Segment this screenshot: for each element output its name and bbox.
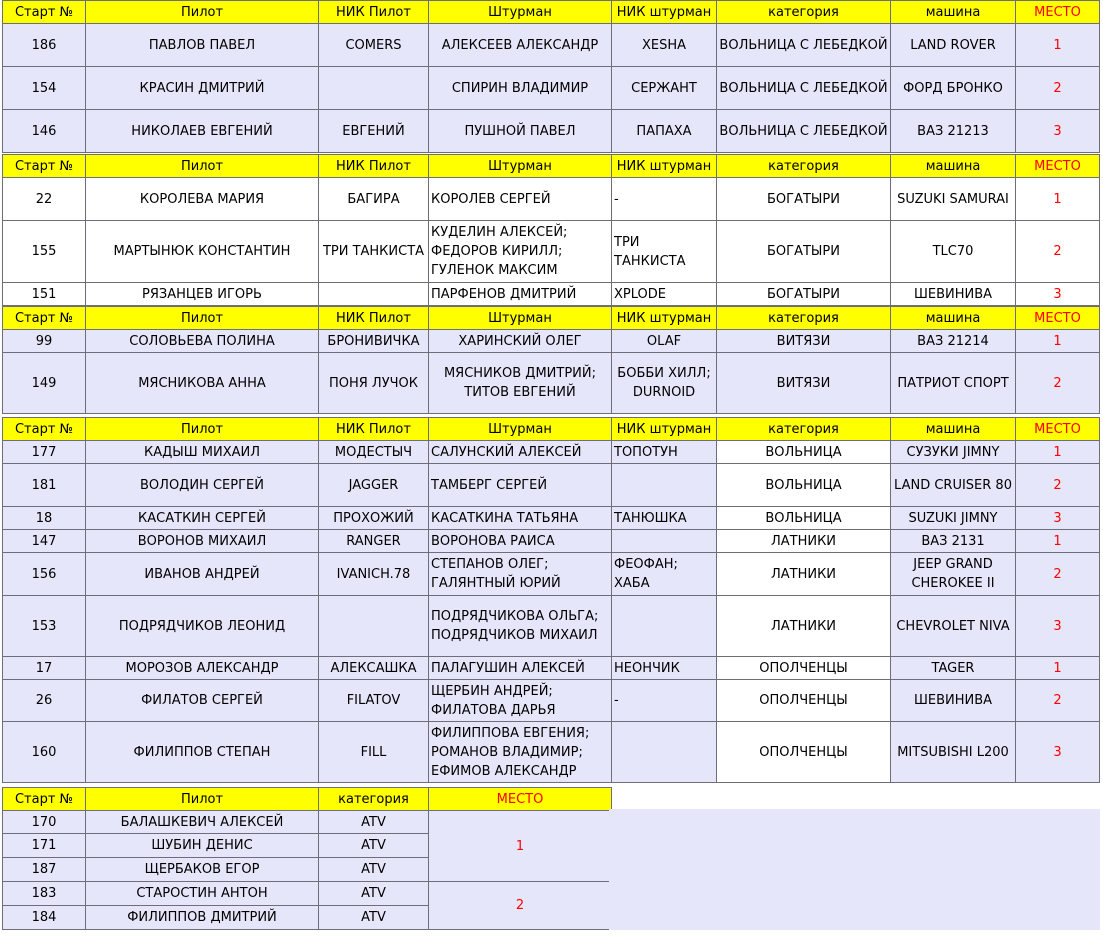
- start-number: 18: [3, 507, 86, 530]
- pilot-nick: ПРОХОЖИЙ: [319, 507, 429, 530]
- start-number: 99: [3, 330, 86, 353]
- pilot-nick: [319, 283, 429, 306]
- category: БОГАТЫРИ: [717, 283, 891, 306]
- table-row: [3, 596, 1100, 657]
- header-navigator: Штурман: [429, 307, 612, 330]
- place: 1: [1016, 530, 1100, 553]
- start-number: 149: [3, 353, 86, 414]
- table-row: [3, 330, 1100, 353]
- header-start: Старт №: [3, 1, 86, 24]
- pilot-name: ВОРОНОВ МИХАИЛ: [86, 530, 319, 553]
- pilot-name: ШУБИН ДЕНИС: [86, 834, 319, 858]
- place: 3: [1016, 596, 1100, 657]
- category: ОПОЛЧЕНЦЫ: [717, 680, 891, 722]
- car: ВАЗ 2131: [891, 530, 1016, 553]
- header-category: категория: [717, 155, 891, 178]
- header-place: МЕСТО: [1016, 418, 1100, 441]
- results-table-volnitsa-latniki-opolchentsy: [2, 417, 1100, 783]
- table-row: [3, 722, 1100, 783]
- car: ФОРД БРОНКО: [891, 67, 1016, 110]
- pilot-name: МЯСНИКОВА АННА: [86, 353, 319, 414]
- header-pilot: Пилот: [86, 788, 319, 811]
- car: MITSUBISHI L200: [891, 722, 1016, 783]
- pilot-nick: [319, 596, 429, 657]
- navigator-name: ФИЛИППОВА ЕВГЕНИЯ; РОМАНОВ ВЛАДИМИР; ЕФИМОВ АЛЕКСАНДР: [429, 722, 612, 783]
- pilot-name: СТАРОСТИН АНТОН: [86, 882, 319, 906]
- navigator-nick: [612, 530, 717, 553]
- header-car: машина: [891, 1, 1016, 24]
- header-pilot-nick: НИК Пилот: [319, 307, 429, 330]
- navigator-nick: XPLODE: [612, 283, 717, 306]
- car: LAND ROVER: [891, 24, 1016, 67]
- header-navigator: Штурман: [429, 418, 612, 441]
- table-row: [3, 24, 1100, 67]
- car: SUZUKI SAMURAI: [891, 178, 1016, 221]
- table-row: [3, 680, 1100, 722]
- navigator-nick: XESHA: [612, 24, 717, 67]
- header-pilot: Пилот: [86, 1, 319, 24]
- place: 2: [1016, 464, 1100, 507]
- header-pilot: Пилот: [86, 307, 319, 330]
- place: 1: [1016, 330, 1100, 353]
- pilot-name: НИКОЛАЕВ ЕВГЕНИЙ: [86, 110, 319, 153]
- start-number: 184: [3, 906, 86, 930]
- pilot-nick: [319, 67, 429, 110]
- start-number: 22: [3, 178, 86, 221]
- place: 3: [1016, 110, 1100, 153]
- pilot-name: МОРОЗОВ АЛЕКСАНДР: [86, 657, 319, 680]
- start-number: 186: [3, 24, 86, 67]
- navigator-nick: ТОПОТУН: [612, 441, 717, 464]
- navigator-name: ПАРФЕНОВ ДМИТРИЙ: [429, 283, 612, 306]
- start-number: 154: [3, 67, 86, 110]
- car: ПАТРИОТ СПОРТ: [891, 353, 1016, 414]
- place: 1: [1016, 24, 1100, 67]
- place: 3: [1016, 283, 1100, 306]
- category: ВОЛЬНИЦА С ЛЕБЕДКОЙ: [717, 110, 891, 153]
- navigator-name: САЛУНСКИЙ АЛЕКСЕЙ: [429, 441, 612, 464]
- table-row: [3, 811, 612, 834]
- place: 3: [1016, 722, 1100, 783]
- table-row: [3, 530, 1100, 553]
- navigator-nick: -: [612, 178, 717, 221]
- pilot-name: КРАСИН ДМИТРИЙ: [86, 67, 319, 110]
- pilot-nick: COMERS: [319, 24, 429, 67]
- navigator-name: СТЕПАНОВ ОЛЕГ; ГАЛЯНТНЫЙ ЮРИЙ: [429, 553, 612, 596]
- table-row: [3, 553, 1100, 596]
- start-number: 147: [3, 530, 86, 553]
- category: ЛАТНИКИ: [717, 553, 891, 596]
- navigator-name: СПИРИН ВЛАДИМИР: [429, 67, 612, 110]
- table-row: [3, 221, 1100, 283]
- pilot-nick: ТРИ ТАНКИСТА: [319, 221, 429, 283]
- place: 2: [1016, 553, 1100, 596]
- start-number: 151: [3, 283, 86, 306]
- start-number: 187: [3, 858, 86, 882]
- pilot-nick: FILATOV: [319, 680, 429, 722]
- navigator-nick: ТАНЮШКА: [612, 507, 717, 530]
- navigator-nick: OLAF: [612, 330, 717, 353]
- header-place: МЕСТО: [1016, 307, 1100, 330]
- pilot-name: КАДЫШ МИХАИЛ: [86, 441, 319, 464]
- pilot-name: ФИЛИППОВ ДМИТРИЙ: [86, 906, 319, 930]
- start-number: 160: [3, 722, 86, 783]
- start-number: 26: [3, 680, 86, 722]
- car: ШЕВИНИВА: [891, 680, 1016, 722]
- results-table-vityazi: [2, 306, 1100, 414]
- start-number: 17: [3, 657, 86, 680]
- start-number: 171: [3, 834, 86, 858]
- navigator-name: КУДЕЛИН АЛЕКСЕЙ; ФЕДОРОВ КИРИЛЛ; ГУЛЕНОК МАКСИМ: [429, 221, 612, 283]
- pilot-nick: RANGER: [319, 530, 429, 553]
- car: ВАЗ 21213: [891, 110, 1016, 153]
- header-navigator-nick: НИК штурман: [612, 1, 717, 24]
- header-row: [3, 788, 612, 811]
- navigator-name: ЩЕРБИН АНДРЕЙ; ФИЛАТОВА ДАРЬЯ: [429, 680, 612, 722]
- category: ВОЛЬНИЦА С ЛЕБЕДКОЙ: [717, 67, 891, 110]
- pilot-name: ПАВЛОВ ПАВЕЛ: [86, 24, 319, 67]
- header-navigator-nick: НИК штурман: [612, 307, 717, 330]
- place: 1: [1016, 441, 1100, 464]
- header-category: категория: [319, 788, 429, 811]
- category: БОГАТЫРИ: [717, 221, 891, 283]
- header-row: [3, 1, 1100, 24]
- results-table-atv: [2, 787, 612, 930]
- navigator-name: АЛЕКСЕЕВ АЛЕКСАНДР: [429, 24, 612, 67]
- navigator-nick: ФЕОФАН; ХАБА: [612, 553, 717, 596]
- place: 2: [1016, 67, 1100, 110]
- table-row: [3, 67, 1100, 110]
- pilot-nick: МОДЕСТЫЧ: [319, 441, 429, 464]
- header-place: МЕСТО: [429, 788, 612, 811]
- table-row: [3, 657, 1100, 680]
- place: 2: [1016, 221, 1100, 283]
- header-navigator-nick: НИК штурман: [612, 155, 717, 178]
- category: ATV: [319, 906, 429, 930]
- header-pilot: Пилот: [86, 418, 319, 441]
- place: 2: [1016, 680, 1100, 722]
- start-number: 146: [3, 110, 86, 153]
- header-navigator-nick: НИК штурман: [612, 418, 717, 441]
- header-car: машина: [891, 418, 1016, 441]
- car: TAGER: [891, 657, 1016, 680]
- table-row: [3, 283, 1100, 306]
- navigator-nick: СЕРЖАНТ: [612, 67, 717, 110]
- navigator-name: ПОДРЯДЧИКОВА ОЛЬГА; ПОДРЯДЧИКОВ МИХАИЛ: [429, 596, 612, 657]
- navigator-name: ХАРИНСКИЙ ОЛЕГ: [429, 330, 612, 353]
- start-number: 183: [3, 882, 86, 906]
- header-row: [3, 155, 1100, 178]
- category: ЛАТНИКИ: [717, 530, 891, 553]
- navigator-name: ВОРОНОВА РАИСА: [429, 530, 612, 553]
- start-number: 181: [3, 464, 86, 507]
- header-start: Старт №: [3, 155, 86, 178]
- table-row: [3, 464, 1100, 507]
- header-place: МЕСТО: [1016, 155, 1100, 178]
- place: 2: [429, 882, 612, 930]
- category: ОПОЛЧЕНЦЫ: [717, 722, 891, 783]
- navigator-nick: [612, 464, 717, 507]
- navigator-name: ПУШНОЙ ПАВЕЛ: [429, 110, 612, 153]
- pilot-nick: БАГИРА: [319, 178, 429, 221]
- navigator-nick: [612, 596, 717, 657]
- category: ATV: [319, 811, 429, 834]
- category: ВИТЯЗИ: [717, 353, 891, 414]
- pilot-name: ВОЛОДИН СЕРГЕЙ: [86, 464, 319, 507]
- place: 1: [1016, 178, 1100, 221]
- start-number: 177: [3, 441, 86, 464]
- car: LAND CRUISER 80: [891, 464, 1016, 507]
- car: ШЕВИНИВА: [891, 283, 1016, 306]
- category: ВОЛЬНИЦА: [717, 464, 891, 507]
- start-number: 156: [3, 553, 86, 596]
- pilot-name: РЯЗАНЦЕВ ИГОРЬ: [86, 283, 319, 306]
- car: TLC70: [891, 221, 1016, 283]
- pilot-name: ЩЕРБАКОВ ЕГОР: [86, 858, 319, 882]
- navigator-name: КАСАТКИНА ТАТЬЯНА: [429, 507, 612, 530]
- header-category: категория: [717, 1, 891, 24]
- pilot-name: СОЛОВЬЕВА ПОЛИНА: [86, 330, 319, 353]
- place: 3: [1016, 507, 1100, 530]
- car: SUZUKI JIMNY: [891, 507, 1016, 530]
- pilot-name: БАЛАШКЕВИЧ АЛЕКСЕЙ: [86, 811, 319, 834]
- header-navigator: Штурман: [429, 1, 612, 24]
- pilot-name: ИВАНОВ АНДРЕЙ: [86, 553, 319, 596]
- header-pilot: Пилот: [86, 155, 319, 178]
- header-pilot-nick: НИК Пилот: [319, 155, 429, 178]
- header-start: Старт №: [3, 418, 86, 441]
- navigator-name: КОРОЛЕВ СЕРГЕЙ: [429, 178, 612, 221]
- category: БОГАТЫРИ: [717, 178, 891, 221]
- category: ATV: [319, 858, 429, 882]
- category: ВИТЯЗИ: [717, 330, 891, 353]
- pilot-name: МАРТЫНЮК КОНСТАНТИН: [86, 221, 319, 283]
- place: 1: [429, 811, 612, 882]
- pilot-nick: АЛЕКСАШКА: [319, 657, 429, 680]
- navigator-name: МЯСНИКОВ ДМИТРИЙ; ТИТОВ ЕВГЕНИЙ: [429, 353, 612, 414]
- header-car: машина: [891, 155, 1016, 178]
- navigator-nick: -: [612, 680, 717, 722]
- start-number: 170: [3, 811, 86, 834]
- pilot-name: ФИЛАТОВ СЕРГЕЙ: [86, 680, 319, 722]
- header-pilot-nick: НИК Пилот: [319, 418, 429, 441]
- pilot-nick: ПОНЯ ЛУЧОК: [319, 353, 429, 414]
- pilot-name: ПОДРЯДЧИКОВ ЛЕОНИД: [86, 596, 319, 657]
- car: CHEVROLET NIVA: [891, 596, 1016, 657]
- start-number: 153: [3, 596, 86, 657]
- navigator-name: ПАЛАГУШИН АЛЕКСЕЙ: [429, 657, 612, 680]
- category: ATV: [319, 882, 429, 906]
- header-car: машина: [891, 307, 1016, 330]
- category: ВОЛЬНИЦА: [717, 441, 891, 464]
- header-start: Старт №: [3, 307, 86, 330]
- header-row: [3, 418, 1100, 441]
- pilot-nick: JAGGER: [319, 464, 429, 507]
- header-category: категория: [717, 307, 891, 330]
- navigator-nick: НЕОНЧИК: [612, 657, 717, 680]
- navigator-nick: [612, 722, 717, 783]
- category: ОПОЛЧЕНЦЫ: [717, 657, 891, 680]
- header-place: МЕСТО: [1016, 1, 1100, 24]
- background-fill: [609, 809, 1100, 930]
- table-row: [3, 110, 1100, 153]
- header-category: категория: [717, 418, 891, 441]
- pilot-nick: БРОНИВИЧКА: [319, 330, 429, 353]
- results-table-bogatyri: [2, 154, 1100, 306]
- pilot-name: КОРОЛЕВА МАРИЯ: [86, 178, 319, 221]
- header-navigator: Штурман: [429, 155, 612, 178]
- category: ВОЛЬНИЦА С ЛЕБЕДКОЙ: [717, 24, 891, 67]
- pilot-nick: ЕВГЕНИЙ: [319, 110, 429, 153]
- category: ЛАТНИКИ: [717, 596, 891, 657]
- car: JEEP GRAND CHEROKEE II: [891, 553, 1016, 596]
- pilot-nick: FILL: [319, 722, 429, 783]
- table-row: [3, 507, 1100, 530]
- navigator-name: ТАМБЕРГ СЕРГЕЙ: [429, 464, 612, 507]
- category: ВОЛЬНИЦА: [717, 507, 891, 530]
- car: СУЗУКИ JIMNY: [891, 441, 1016, 464]
- results-table-volnitsa-winch: [2, 0, 1100, 153]
- place: 1: [1016, 657, 1100, 680]
- navigator-nick: ТРИ ТАНКИСТА: [612, 221, 717, 283]
- table-row: [3, 882, 612, 906]
- pilot-name: КАСАТКИН СЕРГЕЙ: [86, 507, 319, 530]
- pilot-nick: IVANICH.78: [319, 553, 429, 596]
- category: ATV: [319, 834, 429, 858]
- table-row: [3, 441, 1100, 464]
- navigator-nick: БОББИ ХИЛЛ; DURNOID: [612, 353, 717, 414]
- header-row: [3, 307, 1100, 330]
- place: 2: [1016, 353, 1100, 414]
- car: ВАЗ 21214: [891, 330, 1016, 353]
- pilot-name: ФИЛИППОВ СТЕПАН: [86, 722, 319, 783]
- navigator-nick: ПАПАХА: [612, 110, 717, 153]
- header-start: Старт №: [3, 788, 86, 811]
- table-row: [3, 353, 1100, 414]
- header-pilot-nick: НИК Пилот: [319, 1, 429, 24]
- table-row: [3, 178, 1100, 221]
- start-number: 155: [3, 221, 86, 283]
